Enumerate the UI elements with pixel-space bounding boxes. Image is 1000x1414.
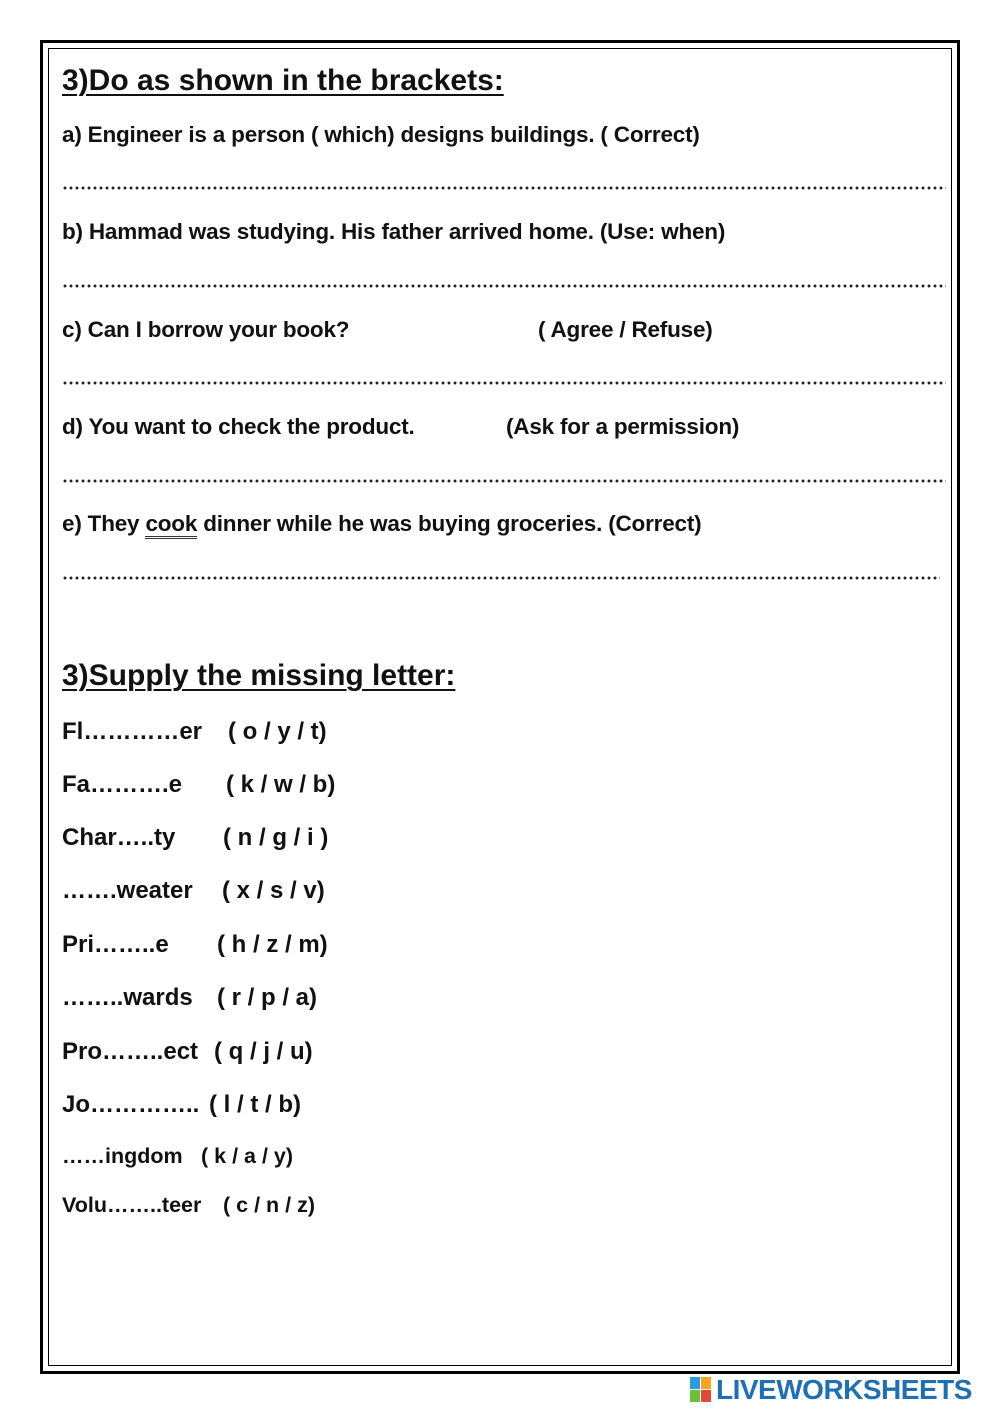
- missing-letter-options: ( n / g / i ): [223, 824, 329, 851]
- answer-line-e[interactable]: [62, 576, 940, 580]
- answer-line-a[interactable]: [62, 186, 946, 190]
- question-c: c) Can I borrow your book?: [62, 317, 350, 342]
- missing-letter-options: ( r / p / a): [217, 984, 318, 1011]
- missing-letter-word: Jo…………..: [62, 1091, 200, 1118]
- answer-line-c[interactable]: [62, 381, 946, 385]
- missing-letter-word: Volu……..teer: [62, 1193, 202, 1217]
- question-e-underlined-word: cook: [145, 511, 197, 539]
- section1-title: 3)Do as shown in the brackets:: [62, 64, 504, 97]
- missing-letter-word: ……ingdom: [62, 1144, 183, 1168]
- page-inner-border: [48, 48, 952, 1366]
- missing-letter-options: ( k / a / y): [201, 1144, 294, 1168]
- missing-letter-options: ( k / w / b): [226, 771, 336, 798]
- missing-letter-word: …….weater: [62, 877, 193, 904]
- question-e-after: dinner while he was buying groceries. (Correct): [197, 511, 702, 536]
- liveworksheets-logo-icon: [690, 1377, 712, 1403]
- missing-letter-options: ( l / t / b): [209, 1091, 301, 1118]
- missing-letter-options: ( h / z / m): [217, 931, 328, 958]
- liveworksheets-logo-text: LIVEWORKSHEETS: [716, 1374, 972, 1405]
- question-b: b) Hammad was studying. His father arrived home. (Use: when): [62, 219, 726, 244]
- missing-letter-word: Pri……..e: [62, 931, 169, 958]
- missing-letter-options: ( o / y / t): [228, 718, 327, 745]
- missing-letter-word: Pro……..ect: [62, 1038, 199, 1065]
- missing-letter-word: Char…..ty: [62, 824, 176, 851]
- question-d: d) You want to check the product.: [62, 414, 415, 439]
- question-e: [62, 511, 701, 537]
- liveworksheets-logo: [690, 1372, 972, 1408]
- question-d-hint: (Ask for a permission): [506, 414, 740, 439]
- section2-title: 3)Supply the missing letter:: [62, 659, 456, 692]
- missing-letter-word: Fl…………er: [62, 718, 203, 745]
- answer-line-d[interactable]: [62, 479, 946, 483]
- missing-letter-options: ( c / n / z): [223, 1193, 315, 1217]
- missing-letter-word: Fa……….e: [62, 771, 183, 798]
- answer-line-b[interactable]: [62, 284, 946, 288]
- question-c-hint: ( Agree / Refuse): [538, 317, 713, 342]
- missing-letter-options: ( x / s / v): [222, 877, 325, 904]
- missing-letter-options: ( q / j / u): [214, 1038, 313, 1065]
- question-a: a) Engineer is a person ( which) designs buildings. ( Correct): [62, 122, 700, 147]
- question-e-before: e) They: [62, 511, 146, 536]
- missing-letter-word: ……..wards: [62, 984, 193, 1011]
